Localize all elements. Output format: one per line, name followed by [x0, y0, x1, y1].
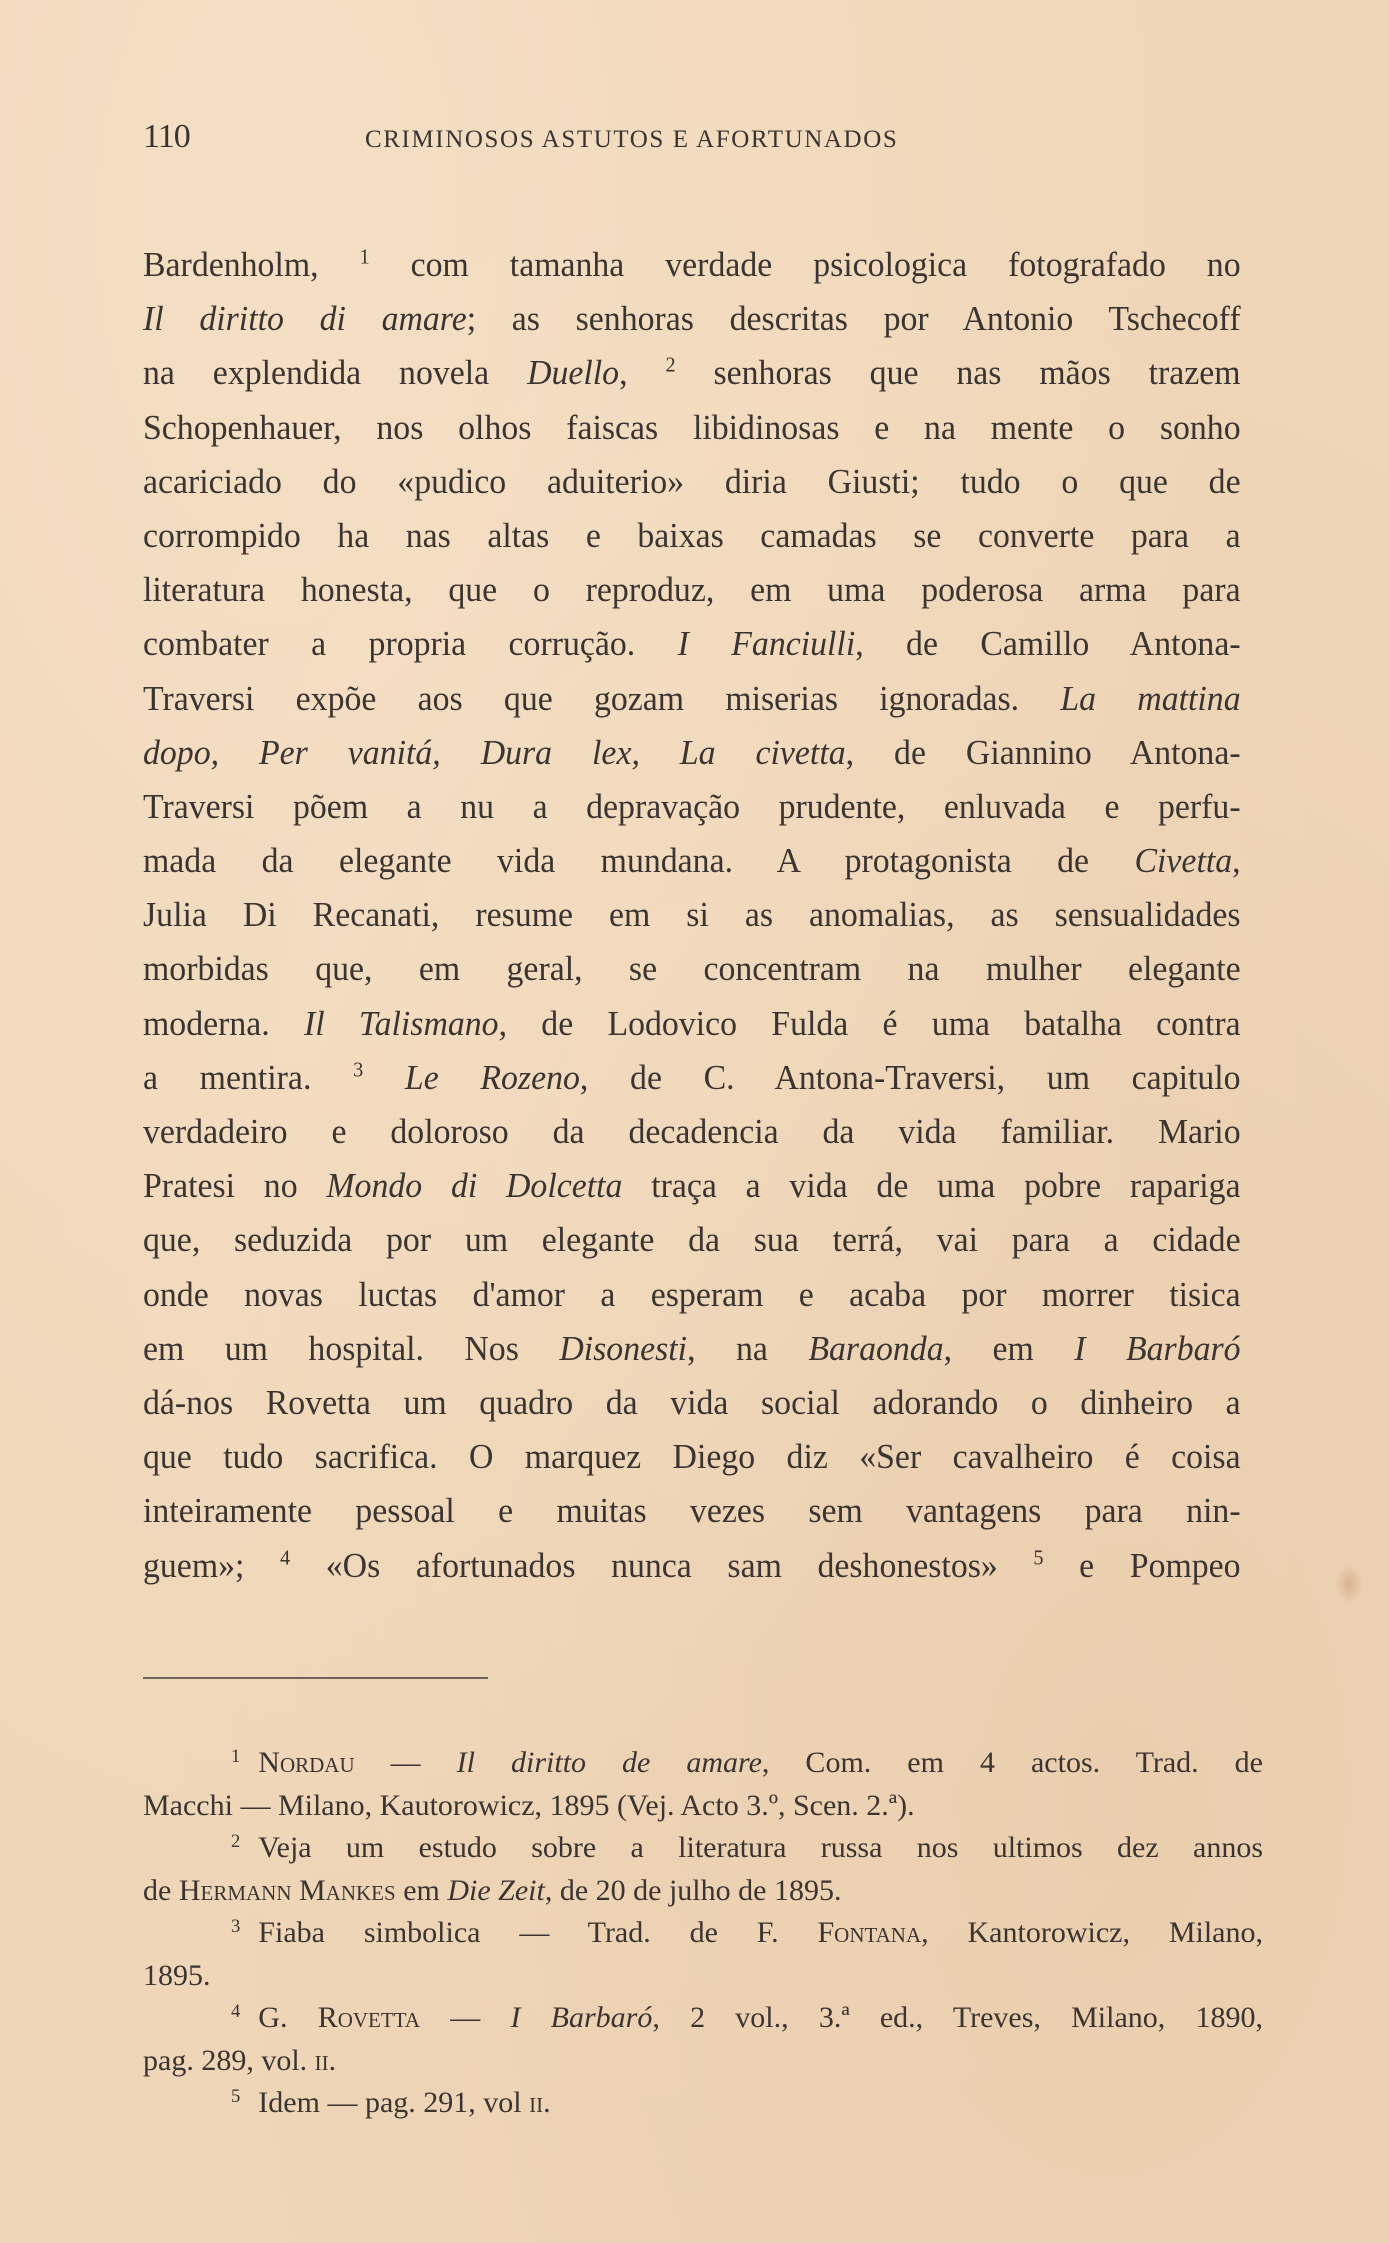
body-line [143, 834, 1241, 888]
italic-title: Die Zeit [447, 1873, 545, 1907]
footnote-line [143, 1912, 1263, 1955]
italic-title: Il diritto de amare [456, 1746, 762, 1779]
italic-title: La mattina [1060, 679, 1241, 718]
italic-title: Il diritto di amare [143, 300, 467, 339]
text-run: na explendida novela [143, 354, 528, 393]
body-line [143, 455, 1241, 509]
body-line [143, 1213, 1241, 1267]
running-title: CRIMINOSOS ASTUTOS E AFORTUNADOS [365, 126, 899, 153]
page-number: 110 [143, 118, 190, 155]
text-run: acariciado do «pudico aduiterio» diria Giusti; tudo o que de [143, 462, 1241, 501]
paper-stain [1335, 1565, 1363, 1603]
text-run: de [143, 1873, 179, 1907]
body-line [143, 401, 1241, 455]
footnote-reference: 1 [359, 246, 370, 269]
text-run: , de C. Antona-Traversi, um capitulo [579, 1058, 1241, 1097]
text-run: G. [258, 2001, 318, 2034]
body-line [143, 1430, 1241, 1484]
text-run: , de Lodovico Fulda é uma batalha contra [498, 1004, 1241, 1043]
footnote-reference: 2 [665, 354, 676, 377]
text-run: verdadeiro e doloroso da decadencia da vida familiar. Mario [143, 1113, 1241, 1151]
text-run: em [395, 1873, 448, 1907]
text-run: senhoras que nas mãos trazem [675, 354, 1241, 393]
footnote-line [143, 1870, 1263, 1913]
text-run: «Os afortunados nunca sam deshonestos» [290, 1546, 1034, 1585]
text-run: , em [943, 1329, 1075, 1368]
footnote-line [143, 1827, 1263, 1870]
small-caps-name: Fontana [817, 1916, 922, 1949]
italic-title: dopo, Per vanitá, Dura lex, La civetta [143, 733, 846, 772]
text-run: — [354, 1746, 457, 1779]
text-run: Idem — pag. 291, vol [258, 2086, 530, 2119]
small-caps-name: ii [529, 2086, 544, 2119]
text-run: Traversi põem a nu a depravação prudente, enluvada e perfu- [143, 787, 1241, 826]
body-text [143, 238, 1241, 1593]
small-caps-name: Nordau [258, 1746, 355, 1779]
small-caps-name: Rovetta [317, 2001, 420, 2034]
footnotes [143, 1742, 1263, 2125]
body-line [143, 1539, 1241, 1593]
body-line [143, 1268, 1241, 1322]
text-run: em um hospital. Nos [143, 1329, 560, 1368]
text-run: Julia Di Recanati, resume em si as anomalias, as sensualidades [143, 896, 1241, 935]
text-run: morbidas que, em geral, se concentram na mulher elegante [143, 950, 1241, 989]
footnote-number: 1 [231, 1745, 241, 1767]
text-run: ; as senhoras descritas por Antonio Tschecoff [466, 300, 1241, 339]
text-run: , na [687, 1329, 809, 1368]
italic-title: Civetta [1134, 842, 1233, 881]
body-line [143, 1322, 1241, 1376]
text-run: , de Giannino Antona- [845, 733, 1241, 772]
footnote-line [143, 2040, 1263, 2083]
body-line [143, 780, 1241, 834]
body-line [143, 726, 1241, 780]
footnote-line [143, 1742, 1263, 1785]
footnote-number: 2 [231, 1830, 241, 1852]
italic-title: I Barbaró [1074, 1329, 1241, 1368]
footnote-reference: 3 [353, 1059, 364, 1082]
text-run: , [1232, 842, 1241, 881]
footnote-line [143, 1785, 1263, 1828]
text-run: guem»; [143, 1546, 281, 1585]
body-line [143, 1376, 1241, 1430]
text-run: . [328, 2043, 337, 2077]
footnote-divider [143, 1677, 488, 1679]
text-run: Fiaba simbolica — Trad. de F. [258, 1916, 818, 1949]
text-run: e Pompeo [1043, 1546, 1241, 1585]
body-line [143, 563, 1241, 617]
text-run: moderna. [143, 1004, 304, 1043]
body-line [143, 672, 1241, 726]
text-run: que, seduzida por um elegante da sua terrá, vai para a cidade [143, 1221, 1241, 1260]
text-run: que tudo sacrifica. O marquez Diego diz «Ser cavalheiro é coisa [143, 1438, 1241, 1477]
text-run: , Kantorowicz, Milano, [921, 1916, 1263, 1949]
italic-title: Disonesti [559, 1329, 688, 1368]
text-run: Schopenhauer, nos olhos faiscas libidinosas e na mente o sonho [143, 408, 1241, 447]
footnote-reference: 5 [1033, 1547, 1044, 1570]
body-line [143, 997, 1241, 1051]
text-run: mada da elegante vida mundana. A protagonista de [143, 842, 1135, 881]
body-line [143, 1105, 1241, 1159]
italic-title: Mondo di Dolcetta [326, 1167, 623, 1206]
small-caps-name: Hermann Mankes [178, 1873, 396, 1907]
text-run: corrompido ha nas altas e baixas camadas se converte para a [143, 516, 1241, 555]
text-run: onde novas luctas d'amor a esperam e acaba por morrer tisica [143, 1275, 1241, 1314]
text-run: , Com. em 4 actos. Trad. de [761, 1746, 1263, 1779]
footnote-line [143, 1997, 1263, 2040]
footnote-number: 3 [231, 1915, 241, 1937]
body-line [143, 888, 1241, 942]
text-run: combater a propria corrução. [143, 625, 678, 664]
text-run: , de Camillo Antona- [855, 625, 1241, 664]
body-line [143, 346, 1241, 400]
footnote-line [143, 2082, 1263, 2125]
italic-title: Duello [527, 354, 620, 393]
italic-title: Baraonda [808, 1329, 944, 1368]
footnote-number: 4 [231, 2000, 241, 2022]
text-run: , [619, 354, 666, 393]
italic-title: Le Rozeno [404, 1058, 580, 1097]
text-run: 1895. [143, 1958, 211, 1992]
body-line [143, 1484, 1241, 1538]
text-run: Pratesi no [143, 1167, 327, 1206]
text-run: , 2 vol., 3.ª ed., Treves, Milano, 1890, [652, 2001, 1263, 2034]
text-run: a mentira. [143, 1058, 354, 1097]
footnote-reference: 4 [280, 1547, 291, 1570]
body-line [143, 617, 1241, 671]
running-head [143, 118, 1263, 168]
text-run: inteiramente pessoal e muitas vezes sem vantagens para nin- [143, 1492, 1241, 1531]
footnote-number: 5 [231, 2085, 241, 2107]
body-line [143, 1051, 1241, 1105]
small-caps-name: ii [314, 2043, 329, 2077]
text-run: literatura honesta, que o reproduz, em uma poderosa arma para [143, 571, 1241, 610]
text-run: com tamanha verdade psicologica fotografado no [369, 246, 1241, 284]
footnote-line [143, 1955, 1263, 1998]
text-run: dá-nos Rovetta um quadro da vida social adorando o dinheiro a [143, 1383, 1241, 1422]
body-line [143, 942, 1241, 996]
body-line [143, 1159, 1241, 1213]
text-run [363, 1059, 405, 1097]
text-run: traça a vida de uma pobre rapariga [622, 1167, 1241, 1206]
text-run: — [420, 2001, 511, 2034]
text-run: Veja um estudo sobre a literatura russa nos ultimos dez annos [258, 1831, 1263, 1864]
text-run: Macchi — Milano, Kautorowicz, 1895 (Vej. Acto 3.º, Scen. 2.ª). [143, 1788, 915, 1822]
text-run: . [543, 2086, 551, 2119]
text-run: Bardenholm, [143, 246, 360, 284]
italic-title: I Fanciulli [677, 625, 856, 664]
text-run: pag. 289, vol. [143, 2043, 315, 2077]
italic-title: I Barbaró [510, 2001, 653, 2034]
italic-title: Il Talismano [303, 1004, 499, 1043]
body-line [143, 509, 1241, 563]
text-run: , de 20 de julho de 1895. [544, 1873, 842, 1907]
body-line [143, 238, 1241, 292]
body-line [143, 292, 1241, 346]
text-run: Traversi expõe aos que gozam miserias ignoradas. [143, 679, 1061, 718]
